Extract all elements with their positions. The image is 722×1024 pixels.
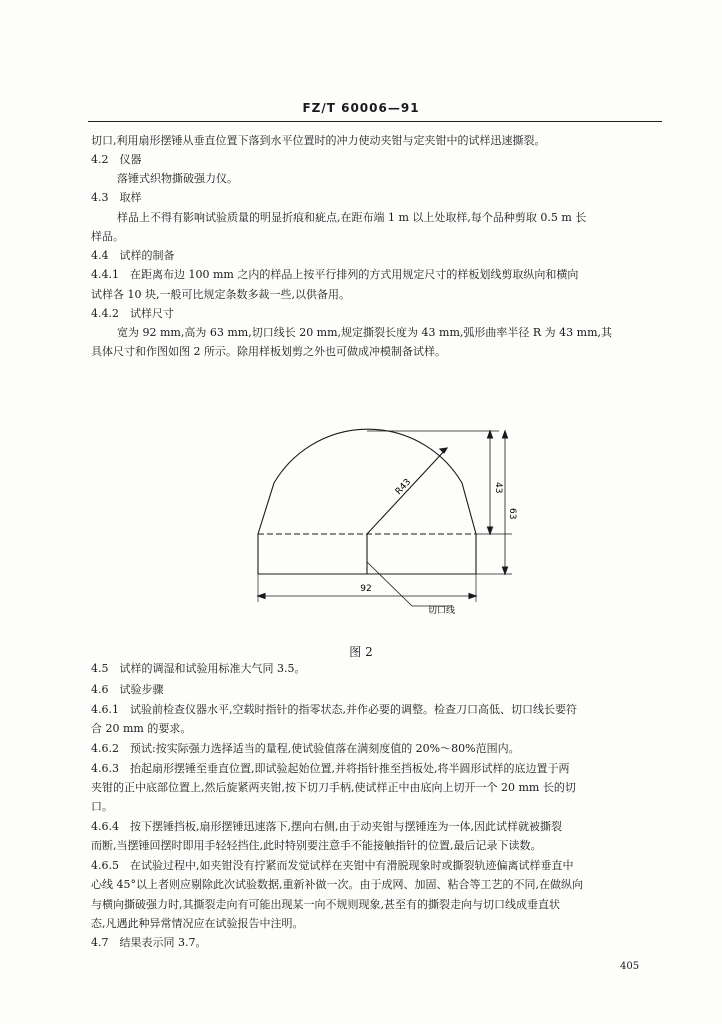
page-number: 405: [620, 961, 640, 972]
paragraph-line: 4.6.4 按下摆锤挡板,扇形摆锤迅速落下,摆向右侧,由于动夹钳与摆锤连为一体,因此试样就被撕裂: [91, 820, 562, 833]
document-header: FZ/T 60006—91: [302, 101, 420, 115]
paragraph-line: 4.5 试样的调湿和试验用标准大气同 3.5。: [91, 662, 306, 675]
paragraph-line: 而断,当摆锤回摆时即用手轻轻挡住,此时特别要注意手不能接触指针的位置,最后记录下读数。: [91, 839, 542, 852]
specimen-arc-outline: [258, 429, 476, 534]
paragraph-line: 4.6.2 预试:按实际强力选择适当的量程,使试验值落在满刻度值的 20%～80%范围内。: [91, 742, 520, 755]
section-heading: 4.4.2 试样尺寸: [91, 307, 174, 320]
paragraph-line: 样品。: [91, 230, 124, 243]
paragraph-line: 宽为 92 mm,高为 63 mm,切口线长 20 mm,规定撕裂长度为 43 mm,弧形曲率半径 R 为 43 mm,其: [117, 326, 613, 339]
section-heading: 4.6 试验步骤: [91, 683, 164, 696]
paragraph-line: 夹钳的正中底部位置上,然后旋紧两夹钳,按下切刀手柄,使试样正中由底向上切开一个 20 mm 长的切: [91, 781, 576, 794]
section-heading: 4.2 仪器: [91, 153, 142, 166]
paragraph-line: 样品上不得有影响试验质量的明显折痕和疵点,在距布端 1 m 以上处取样,每个品种剪取 0.5 m 长: [117, 211, 587, 224]
height-total-label: 63: [507, 508, 517, 520]
radius-label: R43: [393, 477, 414, 498]
paragraph-line: 合 20 mm 的要求。: [91, 722, 192, 735]
radius-line: [367, 448, 447, 534]
paragraph-line: 切口,利用扇形摆锤从垂直位置下落到水平位置时的冲力使动夹钳与定夹钳中的试样迅速撕裂。: [91, 134, 546, 147]
section-heading: 4.4 试样的制备: [91, 249, 175, 262]
cut-line-label: 切口线: [428, 606, 456, 616]
paragraph-line: 心线 45°以上者则应剔除此次试验数据,重新补做一次。由于成网、加固、粘合等工艺的不同,在做纵向: [91, 878, 583, 891]
paragraph-line: 4.6.3 抬起扇形摆锤至垂直位置,即试验起始位置,并将指针推至挡板处,将半圆形试样的底边置于两: [91, 762, 570, 775]
paragraph-line: 态,凡遇此种异常情况应在试验报告中注明。: [91, 917, 304, 930]
height-upper-label: 43: [493, 482, 503, 494]
section-heading: 4.3 取样: [91, 191, 142, 204]
paragraph-line: 4.4.1 在距离布边 100 mm 之内的样品上按平行排列的方式用规定尺寸的样板划线剪取纵向和横向: [91, 268, 579, 281]
paragraph-line: 试样各 10 块,一般可比规定条数多裁一些,以供备用。: [91, 288, 350, 301]
figure-caption: 图 2: [349, 645, 373, 659]
radius-arrow: [440, 448, 447, 453]
cut-line-leader: [367, 562, 452, 606]
paragraph-line: 与横向撕破强力时,其撕裂走向有可能出现某一向不规则现象,甚至有的撕裂走向与切口线成垂直状: [91, 898, 560, 911]
width-label: 92: [360, 584, 372, 594]
paragraph-line: 落锤式织物撕破强力仪。: [117, 172, 238, 185]
paragraph-line: 具体尺寸和作图如图 2 所示。除用样板划剪之外也可做成冲模制备试样。: [91, 345, 446, 358]
paragraph-line: 4.7 结果表示同 3.7。: [91, 936, 207, 949]
paragraph-line: 口。: [91, 800, 113, 813]
paragraph-line: 4.6.1 试验前检查仪器水平,空载时指针的指零状态,并作必要的调整。检查刀口高低、切口线长要符: [91, 703, 577, 716]
paragraph-line: 4.6.5 在试验过程中,如夹钳没有拧紧而发觉试样在夹钳中有滑脱现象时或撕裂轨迹偏离试样垂直中: [91, 859, 574, 872]
